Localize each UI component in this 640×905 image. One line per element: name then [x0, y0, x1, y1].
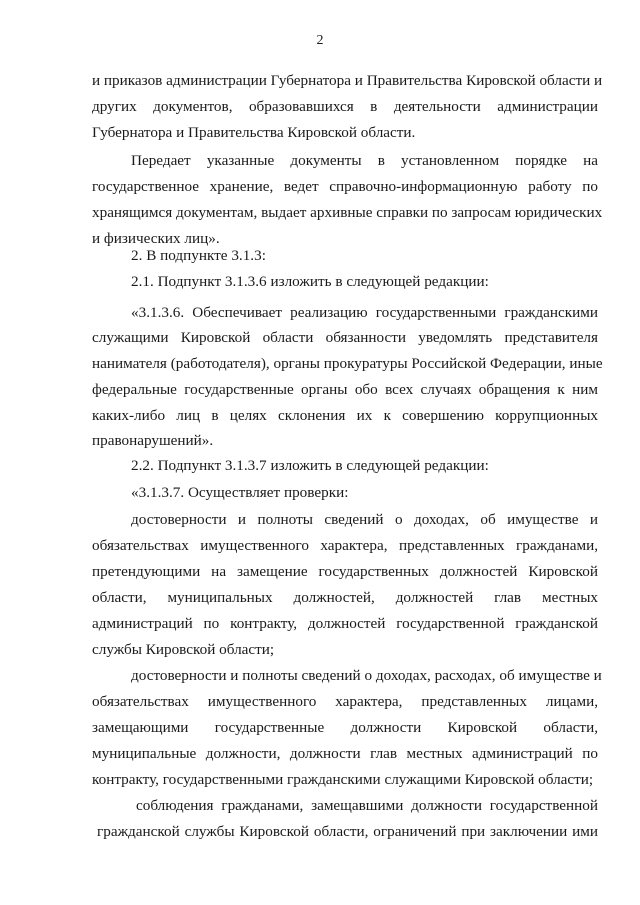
- text-line: «3.1.3.7. Осуществляет проверки:: [131, 484, 349, 501]
- text-line: службы Кировской области;: [92, 641, 275, 658]
- text-line: претендующими на замещение государственных должностей Кировской: [92, 563, 598, 580]
- text-line: Губернатора и Правительства Кировской области.: [92, 124, 416, 141]
- text-line: правонарушений».: [92, 432, 214, 449]
- text-line: нанимателя (работодателя), органы прокуратуры Российской Федерации, иные: [92, 355, 603, 372]
- text-line: Передает указанные документы в установленном порядке на: [131, 152, 598, 169]
- text-line: 2.2. Подпункт 3.1.3.7 изложить в следующей редакции:: [131, 457, 489, 474]
- text-line: достоверности и полноты сведений о доходах, расходах, об имуществе и: [131, 667, 602, 684]
- text-line: хранящимся документам, выдает архивные справки по запросам юридических: [92, 204, 603, 221]
- text-line: «3.1.3.6. Обеспечивает реализацию государственными гражданскими: [131, 304, 598, 321]
- text-line: замещающими государственные должности Кировской области,: [92, 719, 598, 736]
- text-line: государственное хранение, ведет справочно-информационную работу по: [92, 178, 598, 195]
- text-line: и физических лиц».: [92, 230, 220, 247]
- text-line: контракту, государственными гражданскими служащими Кировской области;: [92, 771, 594, 788]
- text-line: обязательствах имущественного характера, представленных гражданами,: [92, 537, 598, 554]
- text-line: муниципальные должности, должности глав местных администраций по: [92, 745, 598, 762]
- text-line: федеральные государственные органы обо всех случаях обращения к ним: [92, 381, 598, 398]
- text-line: служащими Кировской области обязанности уведомлять представителя: [92, 329, 598, 346]
- page-number: 2: [316, 33, 324, 48]
- text-line: других документов, образовавшихся в деятельности администрации: [92, 98, 598, 115]
- text-line: и приказов администрации Губернатора и Правительства Кировской области и: [92, 72, 603, 89]
- text-line: гражданской службы Кировской области, ограничений при заключении ими: [97, 823, 598, 840]
- text-line: соблюдения гражданами, замещавшими должности государственной: [136, 797, 598, 814]
- text-line: 2. В подпункте 3.1.3:: [131, 247, 266, 264]
- text-line: 2.1. Подпункт 3.1.3.6 изложить в следующей редакции:: [131, 273, 489, 290]
- text-line: области, муниципальных должностей, должностей глав местных: [92, 589, 598, 606]
- text-line: каких-либо лиц в целях склонения их к совершению коррупционных: [92, 407, 598, 424]
- text-line: обязательствах имущественного характера, представленных лицами,: [92, 693, 598, 710]
- text-line: достоверности и полноты сведений о доходах, об имуществе и: [131, 511, 598, 528]
- text-line: администраций по контракту, должностей государственной гражданской: [92, 615, 598, 632]
